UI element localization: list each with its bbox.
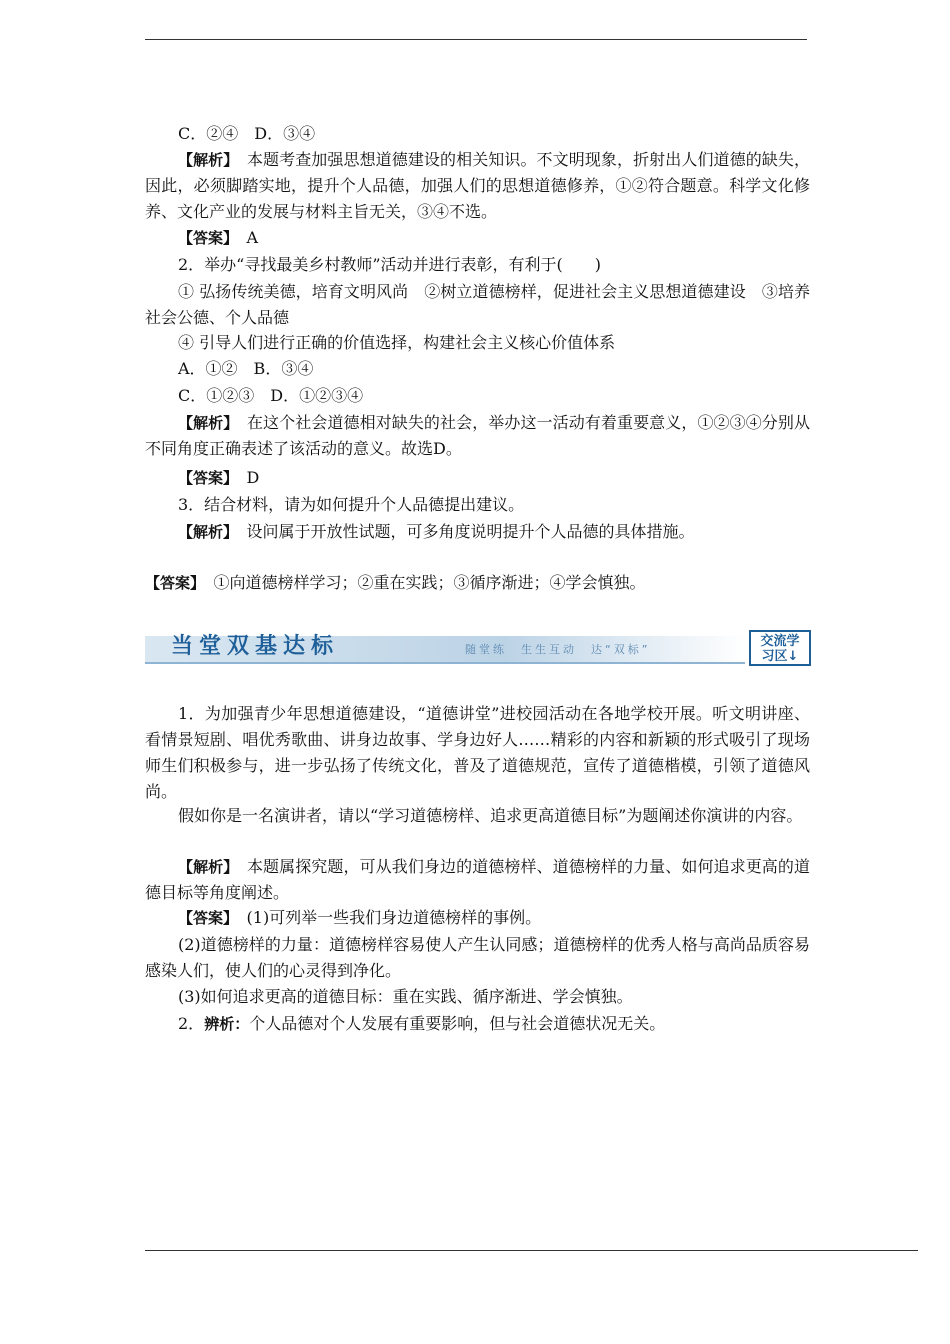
banner-box-line1: 交流学 <box>760 634 800 649</box>
option-c-d: C．②④ D．③④ <box>178 124 316 143</box>
answer-text: ①向道德榜样学习；②重在实践；③循序渐进；④学会慎独。 <box>197 573 646 592</box>
exchange-area-button[interactable] <box>749 630 811 666</box>
question-2: 2．举办“寻找最美乡村教师”活动并进行表彰，有利于( ) <box>178 255 602 274</box>
answer-label: 【答案】 <box>178 469 231 487</box>
question-3-analysis <box>145 519 810 545</box>
analysis-paragraph <box>145 147 810 225</box>
banner-box-line2: 习区↓ <box>761 649 799 664</box>
banner-subtitle: 随堂练 生生互动 达“双标” <box>465 643 651 656</box>
exercise-2-number: 2． <box>178 1014 205 1033</box>
answer-text: D <box>230 468 260 487</box>
answer-paragraph <box>145 225 810 251</box>
exercise-1-answer-2: (2)道德榜样的力量：道德榜样容易使人产生认同感；道德榜样的优秀人格与高尚品质容易感染人们，使人们的心灵得到净化。 <box>145 935 810 980</box>
question-2-options-ab: A．①② B．③④ <box>178 359 314 378</box>
question-2-item-4: ④ 引导人们进行正确的价值选择，构建社会主义核心价值体系 <box>178 333 616 352</box>
answer-label: 【答案】 <box>145 574 198 592</box>
exercise-1-answer-3: (3)如何追求更高的道德目标：重在实践、循序渐进、学会慎独。 <box>178 987 633 1006</box>
analysis-text: 本题属探究题，可从我们身边的道德榜样、道德榜样的力量、如何追求更高的道德目标等角度阐述。 <box>145 857 810 902</box>
header-rule <box>145 39 807 40</box>
answer-label: 【答案】 <box>178 229 231 247</box>
question-3: 3．结合材料，请为如何提升个人品德提出建议。 <box>178 495 525 514</box>
analysis-label: 【解析】 <box>178 151 231 169</box>
exercise-1-answer <box>145 905 810 931</box>
exercise-2-label: 辨析： <box>204 1015 250 1033</box>
answer-text: A <box>230 228 259 247</box>
analysis-text: 设问属于开放性试题，可多角度说明提升个人品德的具体措施。 <box>230 522 695 541</box>
analysis-text: 本题考查加强思想道德建设的相关知识。不文明现象，折射出人们道德的缺失，因此，必须脚踏实地，提升个人品德，加强人们的思想道德修养，①②符合题意。科学文化修养、文化产业的发展与材料主旨无关，③④不选。 <box>145 150 810 221</box>
banner-title: 当堂双基达标 <box>171 634 340 659</box>
question-2-analysis <box>145 410 810 462</box>
footer-rule <box>145 1250 918 1251</box>
question-2-items: ① 弘扬传统美德，培育文明风尚 ②树立道德榜样，促进社会主义思想道德建设 ③培养社会公德、个人品德 <box>145 282 810 327</box>
exercise-2-text: 个人品德对个人发展有重要影响，但与社会道德状况无关。 <box>249 1014 666 1033</box>
question-2-options-cd: C．①②③ D．①②③④ <box>178 386 364 405</box>
analysis-label: 【解析】 <box>178 523 231 541</box>
answer-label: 【答案】 <box>178 909 231 927</box>
analysis-text: 在这个社会道德相对缺失的社会，举办这一活动有着重要意义，①②③④分别从不同角度正确表述了该活动的意义。故选D。 <box>145 413 810 458</box>
question-2-answer <box>145 465 810 491</box>
question-3-answer <box>145 570 810 596</box>
exercise-2 <box>145 1011 810 1037</box>
analysis-label: 【解析】 <box>178 414 231 432</box>
exercise-1-analysis <box>145 854 810 906</box>
answer-text: (1)可列举一些我们身边道德榜样的事例。 <box>230 908 542 927</box>
exercise-1: 1．为加强青少年思想道德建设，“道德讲堂”进校园活动在各地学校开展。听文明讲座、看情景短剧、唱优秀歌曲、讲身边故事、学身边好人……精彩的内容和新颖的形式吸引了现场师生们积极参与，进一步弘扬了传统文化，普及了道德规范，宣传了道德楷模，引领了道德风尚。 <box>145 704 810 801</box>
exercise-1-task: 假如你是一名演讲者，请以“学习道德榜样、追求更高道德目标”为题阐述你演讲的内容。 <box>178 806 803 825</box>
section-banner <box>145 630 813 666</box>
analysis-label: 【解析】 <box>178 858 231 876</box>
